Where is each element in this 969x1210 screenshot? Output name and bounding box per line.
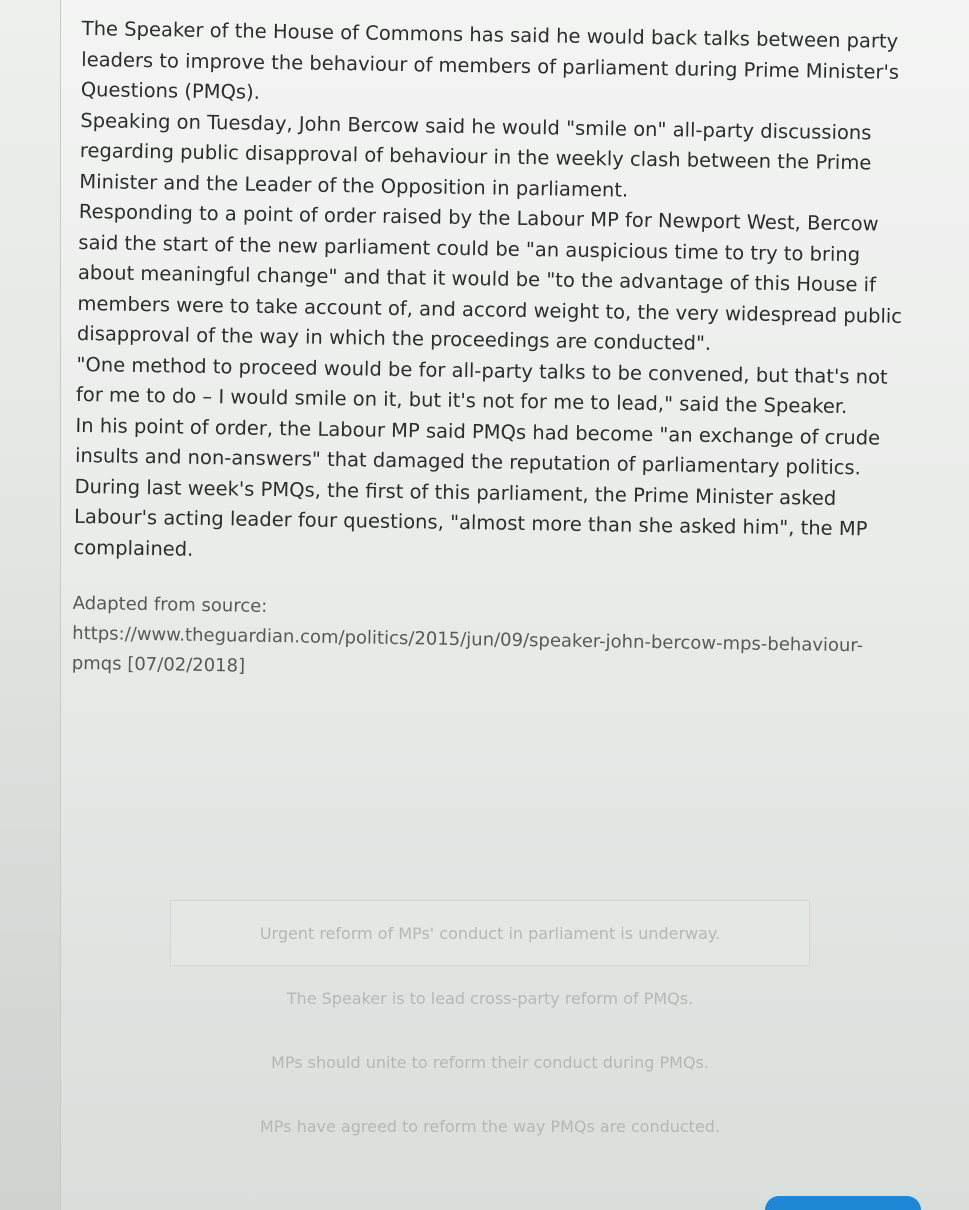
answer-options <box>170 900 810 1158</box>
answer-option-1[interactable] <box>170 900 810 966</box>
source-date: [07/02/2018] <box>127 653 246 677</box>
passage-paragraph-1: The Speaker of the House of Commons has said he would back talks between party leaders to improve the behaviour of members of parliament during Prime Minister's Questions (PMQs). <box>80 16 900 104</box>
source-citation <box>72 589 903 692</box>
passage-paragraph-4: "One method to proceed would be for all-party talks to be convened, but that's not for me to do – I would smile on it, but it's not for me to lead," said the Speaker. <box>75 352 888 419</box>
source-label: Adapted from source: <box>72 592 268 617</box>
reading-passage <box>72 14 912 692</box>
passage-paragraph-2: Speaking on Tuesday, John Bercow said he would "smile on" all-party discussions regarding public disapproval of behaviour in the weekly clash between the Prime Minister and the Leader of the Opposition in parliament. <box>79 108 872 202</box>
answer-option-2[interactable] <box>170 966 810 1030</box>
next-button[interactable] <box>765 1196 921 1210</box>
source-url: https://www.theguardian.com/politics/2015/jun/09/speaker-john-bercow-mps-behaviour-pmqs <box>71 622 864 675</box>
answer-option-4[interactable] <box>170 1094 810 1158</box>
answer-option-3-label: MPs should unite to reform their conduct during PMQs. <box>271 1052 709 1072</box>
answer-option-3[interactable] <box>170 1030 810 1094</box>
passage-paragraph-3: Responding to a point of order raised by the Labour MP for Newport West, Bercow said the start of the new parliament could be "an auspicious time to try to bring about meaningful change" and that it would be "to the advantage of this House if members were to take account of, and accord weight to, the very widespread public disapproval of the way in which the proceedings are conducted". <box>76 199 903 355</box>
passage-paragraph-5: In his point of order, the Labour MP said PMQs had become "an exchange of crude insults and non-answers" that damaged the reputation of parliamentary politics. During last week's PMQs, the first of this parliament, the Prime Minister asked Labour's acting leader four questions, "almost more than she asked him", the MP complained. <box>73 413 881 561</box>
answer-option-1-label: Urgent reform of MPs' conduct in parliament is underway. <box>259 923 721 943</box>
answer-option-2-label: The Speaker is to lead cross-party reform of PMQs. <box>286 988 694 1008</box>
answer-option-4-label: MPs have agreed to reform the way PMQs are conducted. <box>259 1116 721 1136</box>
